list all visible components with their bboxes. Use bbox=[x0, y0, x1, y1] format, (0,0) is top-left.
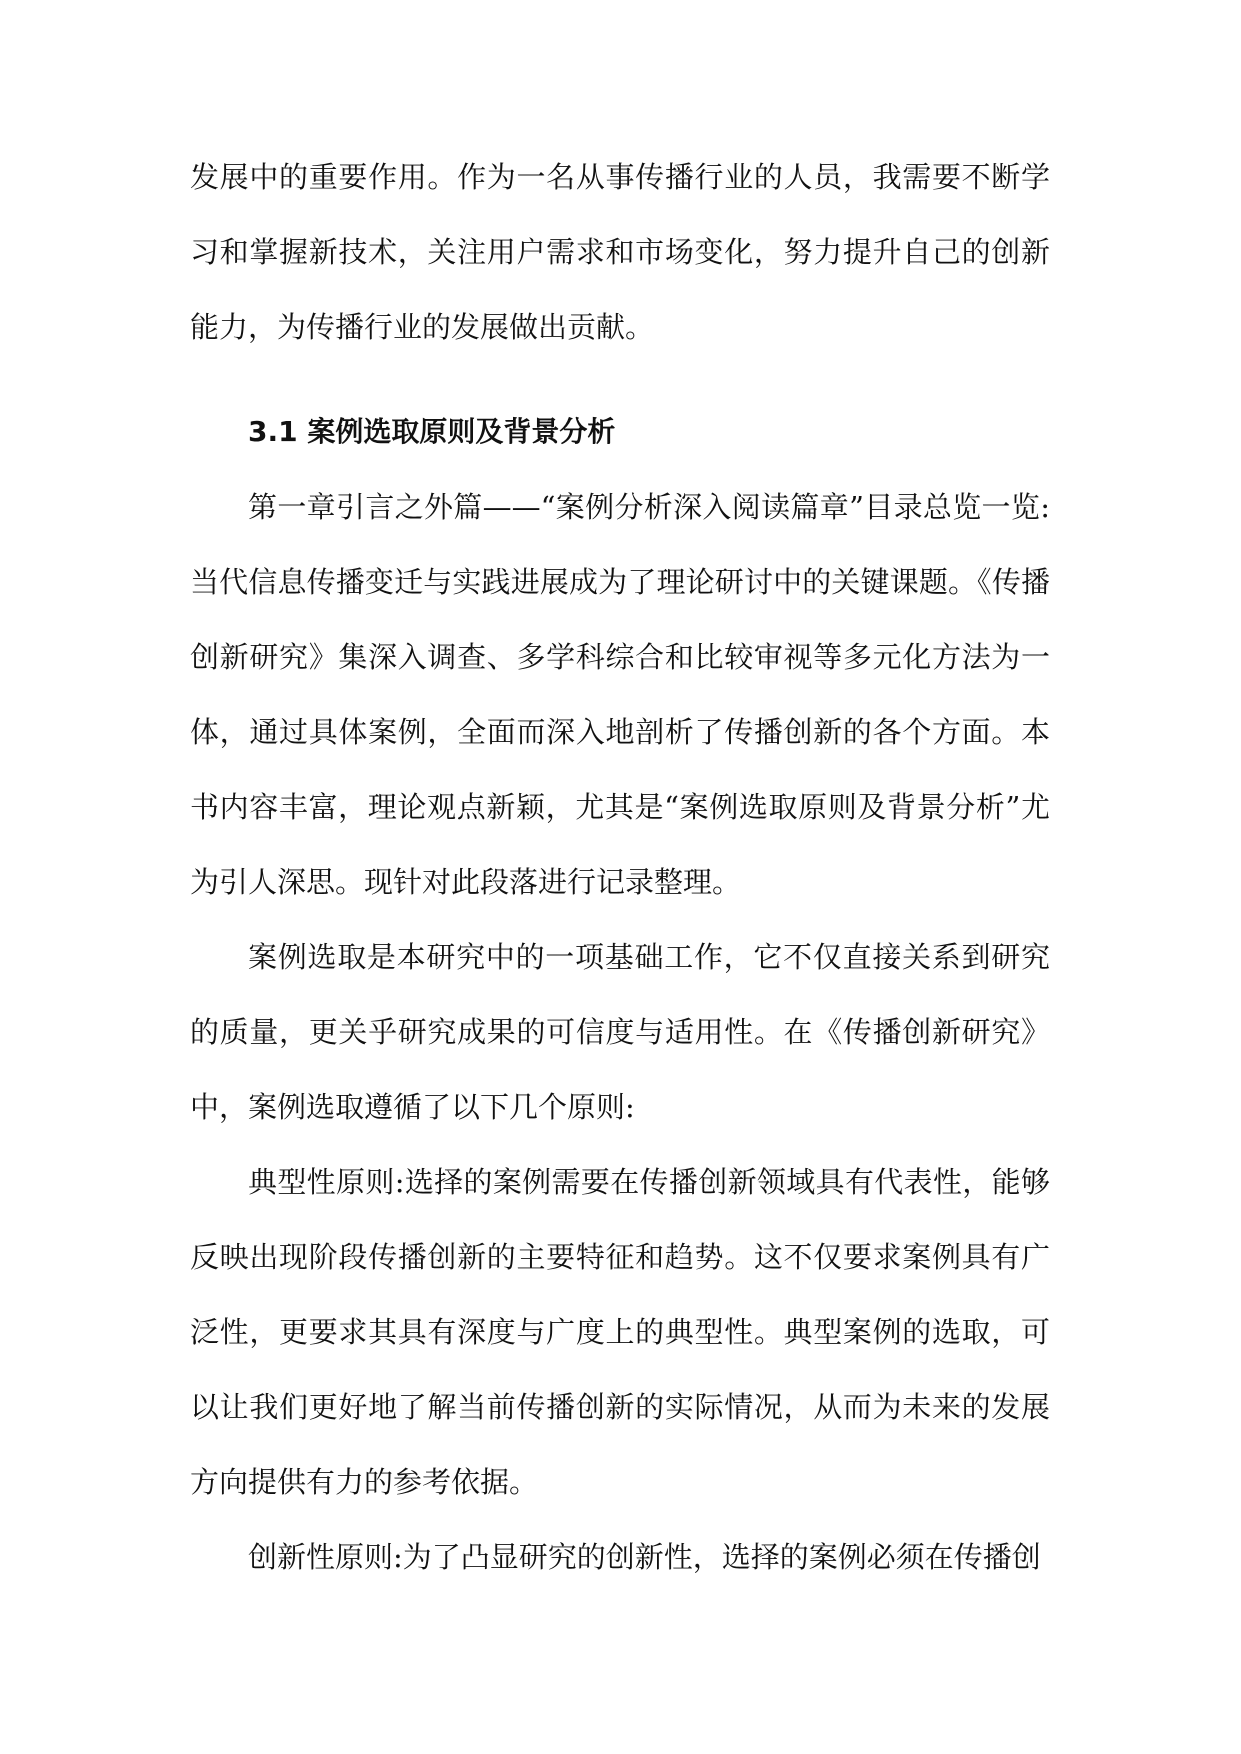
paragraph-intro: 第一章引言之外篇——“案例分析深入阅读篇章”目录总览一览:当代信息传播变迁与实践进展成为了理论研讨中的关键课题。《传播创新研究》集深入调查、多学科综合和比较审视等多元化方法为一体，通过具体案例，全面而深入地剖析了传播创新的各个方面。本书内容丰富，理论观点新颖，尤其是“案例选取原则及背景分析”尤为引人深思。现针对此段落进行记录整理。 bbox=[190, 490, 1050, 899]
paragraph-selection: 案例选取是本研究中的一项基础工作，它不仅直接关系到研究的质量，更关乎研究成果的可信度与适用性。在《传播创新研究》中，案例选取遵循了以下几个原则: bbox=[190, 940, 1050, 1124]
section-heading: 3.1 案例选取原则及背景分析 bbox=[248, 415, 616, 448]
paragraph-continued: 发展中的重要作用。作为一名从事传播行业的人员，我需要不断学习和掌握新技术，关注用户需求和市场变化，努力提升自己的创新能力，为传播行业的发展做出贡献。 bbox=[190, 160, 1050, 344]
paragraph-typicality: 典型性原则:选择的案例需要在传播创新领域具有代表性，能够反映出现阶段传播创新的主要特征和趋势。这不仅要求案例具有广泛性，更要求其具有深度与广度上的典型性。典型案例的选取，可以让我们更好地了解当前传播创新的实际情况，从而为未来的发展方向提供有力的参考依据。 bbox=[190, 1165, 1050, 1499]
document-body bbox=[190, 140, 1050, 1595]
paragraph-innovation: 创新性原则:为了凸显研究的创新性，选择的案例必须在传播创 bbox=[248, 1540, 1041, 1574]
